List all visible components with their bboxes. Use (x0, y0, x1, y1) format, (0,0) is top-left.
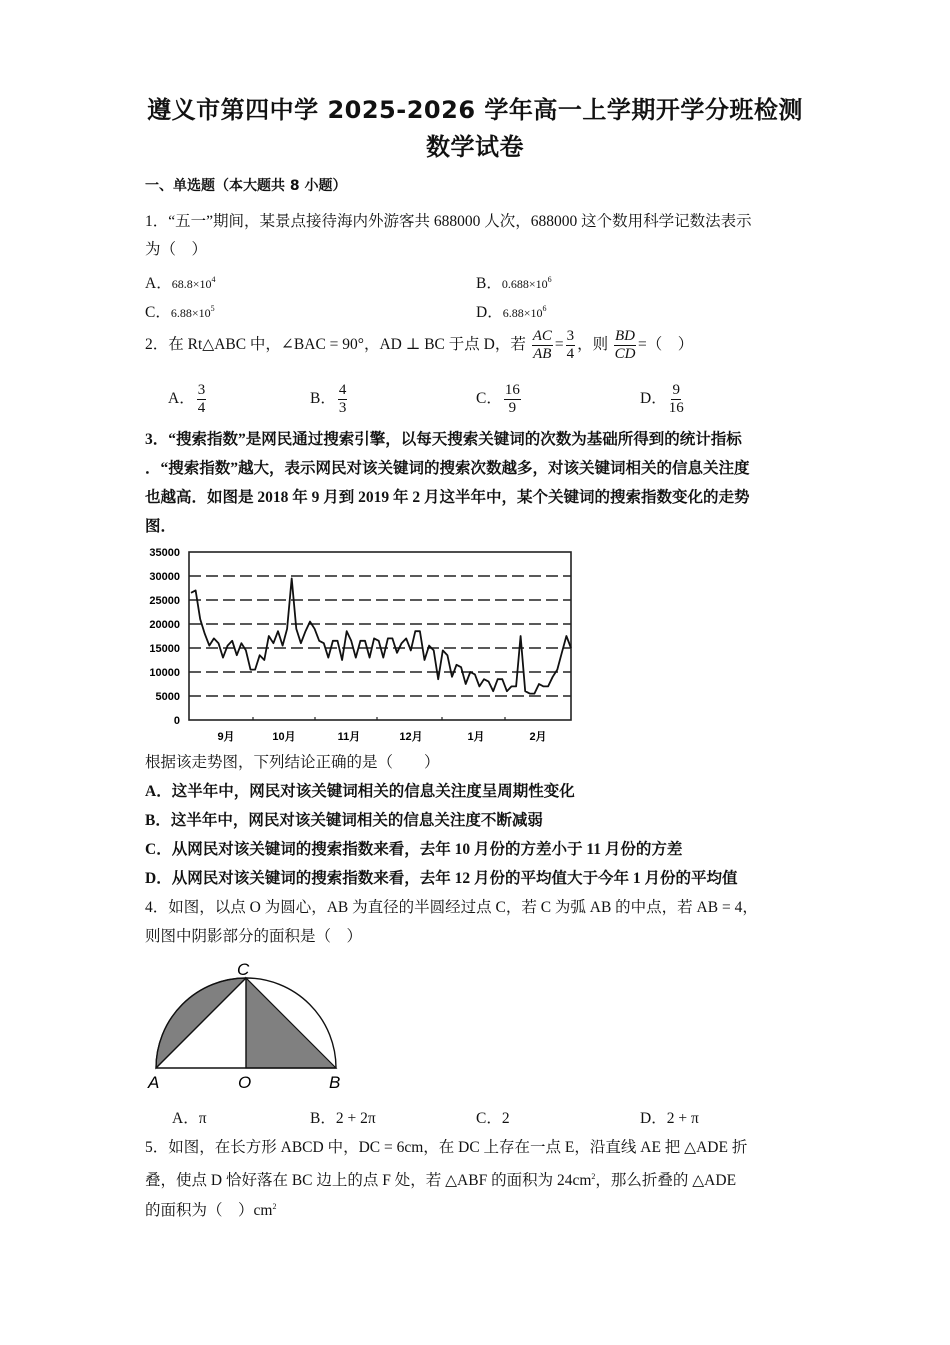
numerator: 3 (197, 382, 206, 398)
q3-stem-line4: 图． (145, 518, 177, 535)
option-text: 这半年中，网民对该关键词相关的信息关注度呈周期性变化 (171, 783, 575, 800)
fraction-bd-cd (614, 328, 636, 363)
semicircle-figure (140, 955, 380, 1095)
q3-option-a[interactable] (145, 782, 575, 802)
y-tick-label: 35000 (149, 547, 180, 559)
q1-stem-line1: 1．“五一”期间，某景点接待海内外游客共 688000 人次，688000 这个数用科学记数法表示 (145, 213, 752, 230)
label-b: B (329, 1073, 341, 1092)
y-tick-label: 15000 (149, 643, 180, 655)
grid-lines (189, 576, 571, 696)
q4-stem-line1: 4．如图，以点 O 为圆心，AB 为直径的半圆经过点 C，若 C 为弧 AB 的中点，若 AB = 4， (145, 899, 758, 916)
y-tick-label: 5000 (155, 691, 180, 703)
label-o: O (238, 1073, 252, 1092)
x-axis-ticks (217, 717, 546, 743)
q1-option-d[interactable] (476, 299, 546, 323)
y-tick-label: 25000 (149, 595, 180, 607)
option-exponent: 6 (542, 304, 547, 313)
option-label: D． (476, 304, 503, 321)
q3-stem-line2: ．“搜索指数”越大，表示网民对该关键词的搜索次数越多，对该关键词相关的信息关注度 (145, 460, 750, 477)
option-value: 6.88×10 (170, 306, 211, 320)
option-value: 6.88×10 (502, 306, 543, 320)
q2-option-a[interactable] (168, 382, 208, 417)
shaded-triangle (246, 978, 336, 1068)
option-fraction (504, 382, 521, 417)
y-axis-ticks (149, 547, 180, 727)
y-tick-label: 30000 (149, 571, 180, 583)
q3-option-c[interactable] (145, 840, 682, 860)
option-label: D． (145, 870, 172, 887)
q5-stem-line3 (145, 1197, 276, 1221)
q1-option-b[interactable] (476, 270, 552, 294)
q5-line2-post: ，那么折叠的 △ADE (595, 1172, 737, 1189)
option-label: C． (476, 1110, 502, 1127)
option-label: A． (168, 390, 195, 408)
option-text: 从网民对该关键词的搜索指数来看，去年 10 月份的方差小于 11 月份的方差 (171, 841, 683, 858)
denominator: 4 (197, 400, 206, 416)
denominator: 16 (668, 400, 684, 416)
x-tick-label: 9月 (217, 731, 235, 743)
numerator: 3 (566, 328, 575, 344)
numerator: BD (615, 328, 636, 344)
q4-option-d[interactable] (640, 1109, 699, 1129)
option-text: 从网民对该关键词的搜索指数来看，去年 12 月份的平均值大于今年 1 月份的平均值 (171, 870, 738, 887)
q1-option-a[interactable] (145, 270, 215, 294)
option-fraction (338, 382, 348, 417)
q3-prompt: 根据该走势图，下列结论正确的是（ ） (145, 754, 440, 771)
q3-option-b[interactable] (145, 811, 543, 831)
document-title-line2: 数学试卷 (426, 133, 524, 161)
q4-stem-line2: 则图中阴影部分的面积是（ ） (145, 928, 363, 945)
q4-option-c[interactable] (476, 1109, 510, 1129)
numerator: 9 (672, 382, 680, 398)
option-exponent: 5 (210, 304, 215, 313)
option-text: 2 + π (666, 1110, 699, 1127)
q4-option-a[interactable] (172, 1109, 207, 1129)
plot-frame (189, 552, 571, 720)
fraction-3-4 (566, 328, 576, 363)
option-text: 2 + 2π (335, 1110, 376, 1127)
q1-stem-line2: 为（ ） (145, 241, 208, 258)
option-value: 68.8×10 (171, 277, 212, 291)
y-tick-label: 10000 (149, 667, 180, 679)
q5-line2-text: 叠，使点 D 恰好落在 BC 边上的点 F 处，若 △ABF 的面积为 24cm (145, 1172, 592, 1189)
search-index-line (191, 578, 571, 693)
label-c: C (237, 960, 250, 979)
option-label: B． (145, 812, 171, 829)
equals: = (554, 336, 564, 354)
option-label: D． (640, 1110, 667, 1127)
label-a: A (148, 1073, 160, 1092)
q3-stem-line3: 也越高．如图是 2018 年 9 月到 2019 年 2 月这半年中，某个关键词的搜索指数变化的走势 (145, 489, 750, 506)
q2-stem-mid: ，则 (577, 336, 609, 354)
option-value: 0.688×10 (501, 277, 548, 291)
x-tick-label: 11月 (337, 731, 361, 743)
q2-stem (145, 328, 693, 363)
option-fraction (197, 382, 207, 417)
q3-stem-line1: 3．“搜索指数”是网民通过搜索引擎，以每天搜索关键词的次数为基础所得到的统计指标 (145, 431, 742, 448)
y-tick-label: 0 (173, 715, 180, 727)
q3-option-d[interactable] (145, 869, 737, 889)
option-text: π (198, 1110, 207, 1127)
option-label: A． (145, 783, 172, 800)
option-label: B． (310, 390, 336, 408)
option-exponent: 4 (211, 275, 216, 284)
denominator: CD (614, 346, 636, 362)
fraction-ac-ab (532, 328, 553, 363)
x-tick-label: 10月 (272, 731, 296, 743)
option-label: C． (145, 304, 171, 321)
q2-stem-post: =（ ） (638, 336, 694, 354)
denominator: AB (533, 346, 552, 362)
denominator: 3 (338, 400, 347, 416)
option-label: A． (172, 1110, 199, 1127)
q2-option-b[interactable] (310, 382, 349, 417)
option-label: B． (310, 1110, 336, 1127)
q5-stem-line1: 5．如图，在长方形 ABCD 中，DC = 6cm，在 DC 上存在一点 E，沿直线 AE 把 △ADE 折 (145, 1139, 748, 1156)
option-label: C． (145, 841, 172, 858)
option-label: D． (640, 390, 667, 408)
option-fraction (669, 382, 684, 417)
denominator: 4 (566, 346, 575, 362)
y-tick-label: 20000 (149, 619, 180, 631)
numerator: 4 (338, 382, 347, 398)
q2-option-d[interactable] (640, 382, 686, 417)
search-index-chart (140, 545, 580, 750)
q2-stem-pre: 2．在 Rt△ABC 中，∠BAC = 90°，AD ⊥ BC 于点 D，若 (145, 336, 526, 354)
option-exponent: 6 (547, 275, 552, 284)
q1-option-c[interactable] (145, 299, 215, 323)
option-label: A． (145, 275, 172, 292)
superscript: 2 (272, 1202, 277, 1211)
document-title-line1: 遵义市第四中学 2025-2026 学年高一上学期开学分班检测 (147, 96, 803, 124)
x-tick-label: 2月 (529, 731, 547, 743)
q2-option-c[interactable] (476, 382, 523, 417)
option-text: 2 (501, 1110, 510, 1127)
q5-stem-line2 (145, 1167, 736, 1191)
numerator: 16 (504, 382, 520, 398)
option-label: C． (476, 390, 502, 408)
q4-option-b[interactable] (310, 1109, 376, 1129)
option-text: 这半年中，网民对该关键词相关的信息关注度不断减弱 (170, 812, 543, 829)
x-tick-label: 1月 (467, 731, 485, 743)
numerator: AC (532, 328, 552, 344)
q5-line3-text: 的面积为（ ）cm (145, 1202, 273, 1219)
superscript: 2 (591, 1172, 596, 1181)
denominator: 9 (508, 400, 517, 416)
option-label: B． (476, 275, 502, 292)
section-heading: 一、单选题（本大题共 8 小题） (145, 178, 347, 194)
x-tick-label: 12月 (399, 731, 423, 743)
